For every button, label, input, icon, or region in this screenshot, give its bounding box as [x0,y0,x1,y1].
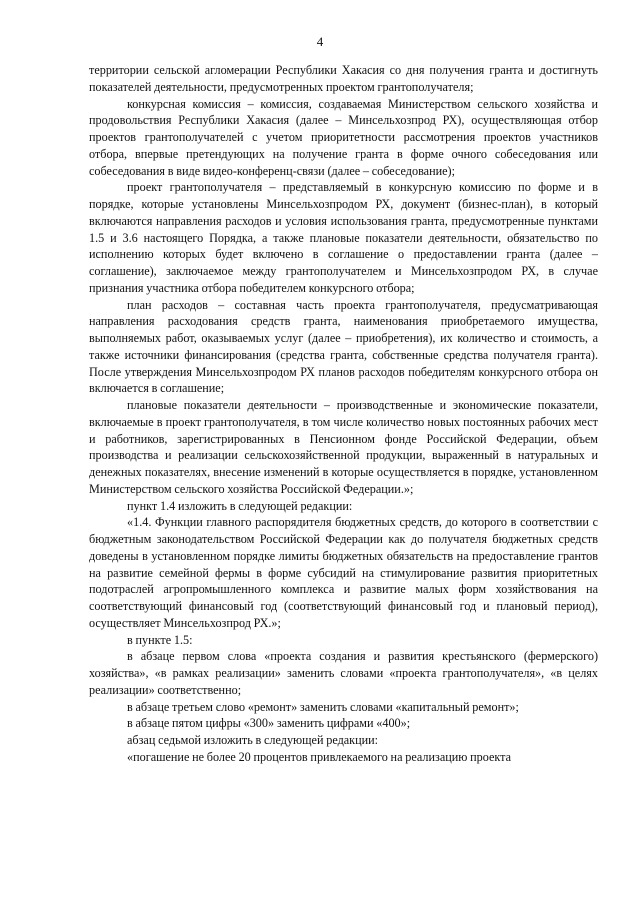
paragraph-expense-plan: план расходов – составная часть проекта грантополучателя, предусматривающая направления расходования средств гранта, наименования приобретаемого имущества, выполняемых работ, оказываемых услуг (далее – приобретения), их количество и стоимость, а также источники финансирования (средства гранта, собственные средства получателя гранта). После утверждения Минсельхозпродом РХ планов расходов победителям конкурсного отбора он включается в соглашение; [89,297,598,396]
paragraph-grantee-project: проект грантополучателя – представляемый в конкурсную комиссию по форме и в порядке, которые установлены Минсельхозпродом РХ, документ (бизнес-план), в который включаются направления расходов и условия использования гранта, предусмотренные пунктами 1.5 и 3.6 настоящего Порядка, а также плановые показатели деятельности, обязательство по исполнению которых будет включено в соглашение о предоставлении гранта (далее – соглашение), заключаемое между грантополучателем и Минсельхозпродом РХ, в случае признания участника отбора победителем конкурсного отбора; [89,180,598,295]
paragraph-amend-third-abzats: в абзаце третьем слово «ремонт» заменить словами «капитальный ремонт»; [127,699,519,714]
paragraph-agglomeration-continuation: территории сельской агломерации Республики Хакасия со дня получения гранта и достигнуть показателей деятельности, предусмотренных проектом грантополучателя; [89,63,598,94]
paragraph-competition-commission: конкурсная комиссия – комиссия, создаваемая Министерством сельского хозяйства и продовольствия Республики Хакасия (далее – Минсельхозпрод РХ), осуществляющая отбор проектов грантополучателей с учетом приоритетности рассмотрения проектов участников отбора, впервые претендующих на получение гранта в форме очного собеседования или собеседования в виде видео-конференц-связи (далее – собеседование); [89,96,598,178]
paragraph-clause-1-4-intro: пункт 1.4 изложить в следующей редакции: [127,498,353,513]
page-number: 4 [316,34,324,49]
paragraph-amend-fifth-abzats: в абзаце пятом цифры «300» заменить цифрами «400»; [127,716,411,731]
paragraph-clause-1-5-intro: в пункте 1.5: [127,632,193,647]
paragraph-amend-seventh-abzats: абзац седьмой изложить в следующей редакции: [127,733,379,747]
paragraph-seventh-abzats-text: «погашение не более 20 процентов привлекаемого на реализацию проекта [127,749,512,764]
document-body [89,62,598,766]
paragraph-amend-first-abzats: в абзаце первом слова «проекта создания и развития крестьянского (фермерского) хозяйства», «в рамках реализации» заменить словами «проекта грантополучателя», «в целях реализации» соответственно; [89,649,598,697]
paragraph-planned-indicators: плановые показатели деятельности – производственные и экономические показатели, включаемые в проект грантополучателя, в том числе количество новых постоянных рабочих мест и работников, зарегистрированных в Пенсионном фонде Российской Федерации, объем производства и реализации сельскохозяйственной продукции, выраженный в натуральных и денежных показателях, внесение изменений в которые осуществляется в порядке, установленном Министерством сельского хозяйства Российской Федерации.»; [89,398,598,496]
paragraph-clause-1-4-text: «1.4. Функции главного распорядителя бюджетных средств, до которого в соответствии с бюджетным законодательством Российской Федерации как до получателя бюджетных средств доведены в установленном порядке лимиты бюджетных обязательств на предоставление грантов на развитие семейной фермы в форме субсидий на стимулирование развития приоритетных подотраслей агропромышленного комплекса и развитие малых форм хозяйствования на соответствующий финансовый год (соответствующий финансовый год и плановый период), осуществляет Минсельхозпрод РХ.»; [89,515,598,630]
